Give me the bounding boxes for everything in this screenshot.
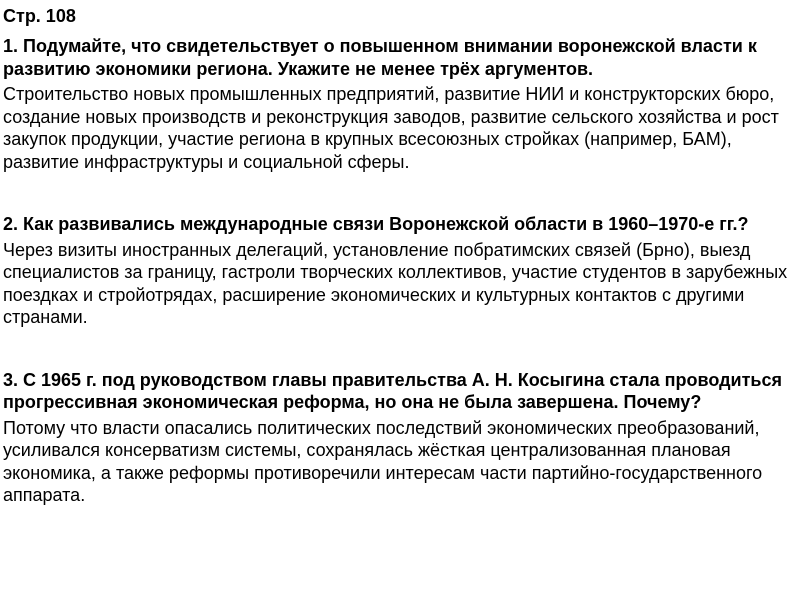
- answer-1: Строительство новых промышленных предприятий, развитие НИИ и конструкторских бюро, создание новых производств и реконструкция заводов, развитие сельского хозяйства и рост закупок продукции, участие региона в крупных всесоюзных стройках (например, БАМ), развитие инфраструктуры и социальной сферы.: [3, 84, 779, 172]
- question-3: 3. С 1965 г. под руководством главы правительства А. Н. Косыгина стала проводиться прогрессивная экономическая реформа, но она не была завершена. Почему?: [3, 369, 782, 412]
- answer-2: Через визиты иностранных делегаций, установление побратимских связей (Брно), выезд специалистов за границу, гастроли творческих коллективов, участие студентов в зарубежных поездках и стройотрядах, расширение экономических и культурных контактов с другими странами.: [3, 239, 788, 327]
- question-1: 1. Подумайте, что свидетельствует о повышенном внимании воронежской власти к развитию экономики региона. Укажите не менее трёх аргументов.: [3, 36, 757, 79]
- qa-item-3: [3, 369, 797, 507]
- answer-3: Потому что власти опасались политических последствий экономических преобразований, усиливался консерватизм системы, сохранялась жёсткая централизованная плановая экономика, а также реформы противоречили интересам части партийно-государственного аппарата.: [3, 417, 763, 505]
- qa-item-1: [3, 35, 797, 173]
- question-2: 2. Как развивались международные связи Воронежской области в 1960–1970-е гг.?: [3, 214, 749, 234]
- qa-item-2: [3, 213, 797, 329]
- page-number: Стр. 108: [3, 6, 76, 26]
